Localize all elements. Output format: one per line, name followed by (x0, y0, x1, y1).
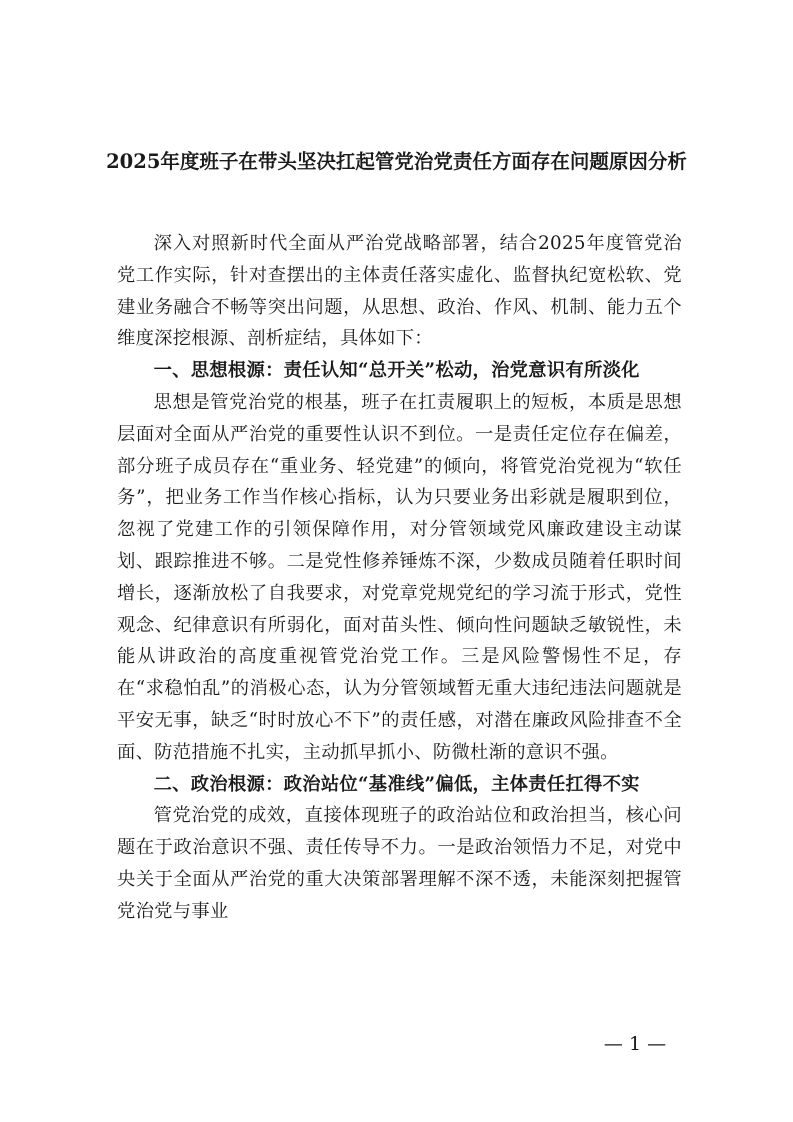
section-2-heading: 二、政治根源：政治站位“基准线”偏低，主体责任扛得不实 (153, 773, 640, 795)
intro-paragraph: 深入对照新时代全面从严治党战略部署，结合2025年度管党治党工作实际，针对查摆出的主体责任落实虚化、监督执纪宽松软、党建业务融合不畅等突出问题，从思想、政治、作风、机制、能力五个维度深挖根源、剖析症结，具体如下： (117, 233, 682, 350)
document-title: 2025年度班子在带头坚决扛起管党治党责任方面存在问题原因分析 (106, 150, 687, 173)
section-1-heading: 一、思想根源：责任认知“总开关”松动，治党意识有所淡化 (153, 360, 640, 382)
page-number: — 1 — (603, 1033, 667, 1055)
section-1-paragraph: 思想是管党治党的根基，班子在扛责履职上的短板，本质是思想层面对全面从严治党的重要性认识不到位。一是责任定位存在偏差，部分班子成员存在“重业务、轻党建”的倾向，将管党治党视为“软任务”，把业务工作当作核心指标，认为只要业务出彩就是履职到位，忽视了党建工作的引领保障作用，对分管领域党风廉政建设主动谋划、跟踪推进不够。二是党性修养锤炼不深，少数成员随着任职时间增长，逐渐放松了自我要求，对党章党规党纪的学习流于形式，党性观念、纪律意识有所弱化，面对苗头性、倾向性问题缺乏敏锐性，未能从讲政治的高度重视管党治党工作。三是风险警惕性不足，存在“求稳怕乱”的消极心态，认为分管领域暂无重大违纪违法问题就是平安无事，缺乏“时时放心不下”的责任感，对潜在廉政风险排查不全面、防范措施不扎实，主动抓早抓小、防微杜渐的意识不强。 (117, 391, 682, 763)
section-2-paragraph: 管党治党的成效，直接体现班子的政治站位和政治担当，核心问题在于政治意识不强、责任传导不力。一是政治领悟力不足，对党中央关于全面从严治党的重大决策部署理解不深不透，未能深刻把握管党治党与事业 (117, 805, 682, 922)
document-body (117, 228, 682, 928)
